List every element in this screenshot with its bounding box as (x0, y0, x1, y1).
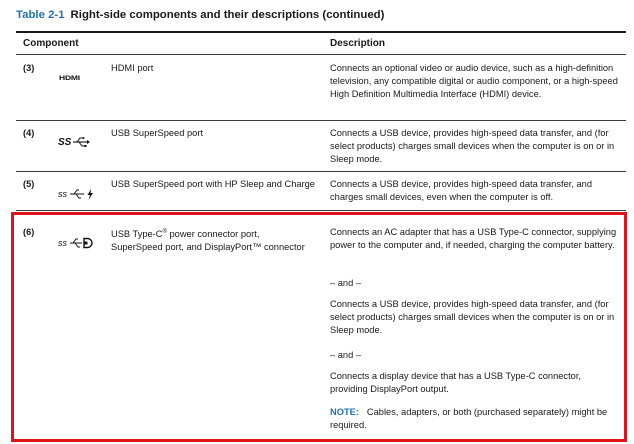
table-top-rule (16, 31, 626, 33)
component-description: Connects a display device that has a USB Type-C connector, providing DisplayPort output. (330, 371, 581, 394)
registered-mark: ® (162, 229, 167, 235)
row-divider (16, 120, 626, 121)
and-separator: – and – (330, 350, 362, 360)
component-description: Connects a USB device, provides high-speed data transfer, and charges small devices, even when the computer is off. (330, 179, 593, 202)
row-number: (6) (23, 227, 35, 237)
row-number: (4) (23, 128, 35, 138)
svg-text:ss: ss (58, 238, 67, 248)
column-header-description: Description (330, 38, 386, 49)
component-name: USB SuperSpeed port with HP Sleep and Charge (111, 179, 315, 189)
component-name-line1-rest: power connector port, (166, 229, 260, 240)
row-divider (16, 171, 626, 172)
component-description: Connects an AC adapter that has a USB Type-C connector, supplying power to the computer and, if needed, charging the computer battery. (330, 227, 617, 250)
component-description: Connects an optional video or audio device, such as a high-definition television, any compatible digital or audio component, or a high-speed High Definition Multimedia Interface (HDMI) device. (330, 63, 618, 99)
row-number: (3) (23, 63, 35, 73)
component-description: Connects a USB device, provides high-speed data transfer, and (for select products) charges small devices when the computer is on or in Sleep mode. (330, 299, 615, 335)
hdmi-icon: HDMI (59, 74, 80, 82)
usb-superspeed-icon (58, 135, 92, 149)
column-header-component: Component (23, 38, 79, 49)
note (330, 406, 620, 432)
component-name (111, 226, 326, 254)
note-label: NOTE: (330, 407, 359, 417)
component-description: Connects a USB device, provides high-speed data transfer, and (for select products) charges small devices when the computer is on or in Sleep mode. (330, 128, 615, 164)
row-divider (16, 210, 626, 211)
row-number: (5) (23, 179, 35, 189)
svg-text:SS: SS (58, 137, 72, 148)
component-name: USB SuperSpeed port (111, 128, 203, 138)
usb-typec-displayport-icon (58, 236, 94, 250)
component-name-line1: USB Type-C (111, 229, 163, 240)
and-separator: – and – (330, 278, 362, 288)
svg-text:ss: ss (58, 189, 67, 199)
header-divider (16, 54, 626, 55)
table-number: Table 2-1 (16, 9, 65, 21)
note-text: Cables, adapters, or both (purchased separately) might be required. (330, 407, 608, 430)
table-title: Right-side components and their descriptions (continued) (70, 9, 385, 21)
table-caption (16, 9, 384, 21)
component-name-line2: SuperSpeed port, and DisplayPort™ connector (111, 241, 305, 252)
usb-superspeed-charge-icon (58, 187, 96, 201)
component-name: HDMI port (111, 63, 154, 73)
